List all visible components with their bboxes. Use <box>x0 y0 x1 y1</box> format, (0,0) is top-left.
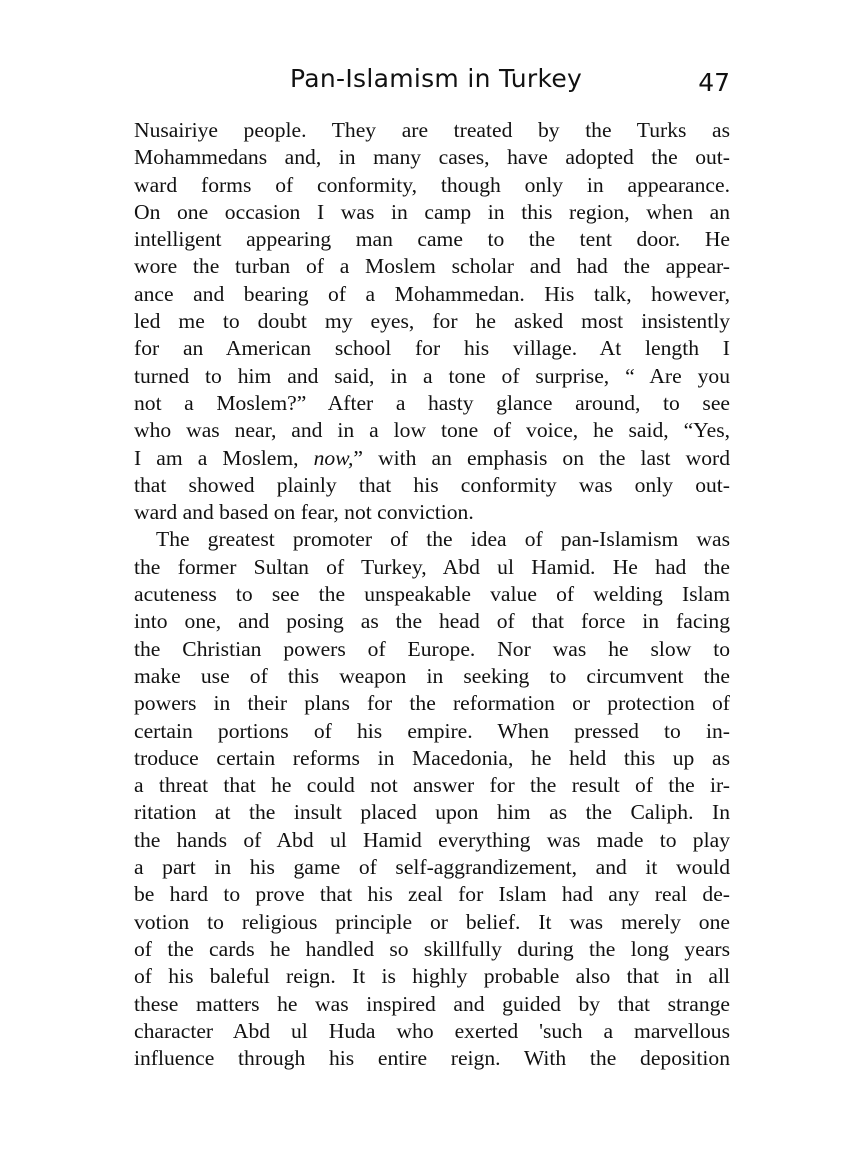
text-line: acuteness to see the unspeakable value of welding Islam <box>134 582 730 607</box>
text-line: wore the turban of a Moslem scholar and had the appear- <box>134 254 730 279</box>
text-line: the former Sultan of Turkey, Abd ul Hamid. He had the <box>134 554 730 579</box>
text-line: a part in his game of self-aggrandizement, and it would <box>134 855 730 880</box>
text-line: these matters he was inspired and guided by that strange <box>134 991 730 1016</box>
text-line: The greatest promoter of the idea of pan-Islamism was <box>156 527 730 552</box>
text-line: intelligent appearing man came to the tent door. He <box>134 227 730 252</box>
text-line: powers in their plans for the reformation or protection of <box>134 691 730 716</box>
text-segment: I am a Moslem, <box>134 445 314 470</box>
paragraph-2 <box>134 526 730 1072</box>
text-line: that showed plainly that his conformity was only out- <box>134 472 730 497</box>
text-line: character Abd ul Huda who exerted 'such a marvellous <box>134 1018 730 1043</box>
text-line: turned to him and said, in a tone of surprise, “ Are you <box>134 363 730 388</box>
body-text <box>134 117 730 1072</box>
running-head: Pan-Islamism in Turkey <box>290 64 583 93</box>
text-line: who was near, and in a low tone of voice, he said, “Yes, <box>134 418 730 443</box>
page-header <box>134 64 730 100</box>
text-line-with-emphasis <box>134 445 730 472</box>
text-line: of the cards he handled so skillfully during the long years <box>134 936 730 961</box>
text-line: for an American school for his village. At length I <box>134 336 730 361</box>
text-line: the Christian powers of Europe. Nor was he slow to <box>134 636 730 661</box>
text-line: Mohammedans and, in many cases, have adopted the out- <box>134 145 730 170</box>
text-line: a threat that he could not answer for the result of the ir- <box>134 773 730 798</box>
text-line: ance and bearing of a Mohammedan. His talk, however, <box>134 281 730 306</box>
text-line: the hands of Abd ul Hamid everything was made to play <box>134 827 730 852</box>
text-line: ward forms of conformity, though only in appearance. <box>134 172 730 197</box>
page-number: 47 <box>698 68 730 97</box>
text-line: into one, and posing as the head of that force in facing <box>134 609 730 634</box>
text-line: make use of this weapon in seeking to circumvent the <box>134 663 730 688</box>
text-line: votion to religious principle or belief. It was merely one <box>134 909 730 934</box>
text-line: ritation at the insult placed upon him as the Caliph. In <box>134 800 730 825</box>
text-line: not a Moslem?” After a hasty glance around, to see <box>134 390 730 415</box>
emphasized-word: now, <box>313 445 354 470</box>
text-line: ward and based on fear, not conviction. <box>134 500 474 525</box>
text-line: led me to doubt my eyes, for he asked most insistently <box>134 309 730 334</box>
text-line: of his baleful reign. It is highly probable also that in all <box>134 964 730 989</box>
paragraph-1 <box>134 117 730 526</box>
text-line: influence through his entire reign. With the deposition <box>134 1046 730 1071</box>
text-line: be hard to prove that his zeal for Islam had any real de- <box>134 882 730 907</box>
text-line: On one occasion I was in camp in this region, when an <box>134 199 730 224</box>
text-line: troduce certain reforms in Macedonia, he held this up as <box>134 745 730 770</box>
text-line: Nusairiye people. They are treated by the Turks as <box>134 118 730 142</box>
text-line: certain portions of his empire. When pressed to in- <box>134 718 730 743</box>
text-segment: ” with an emphasis on the last word <box>353 445 730 470</box>
